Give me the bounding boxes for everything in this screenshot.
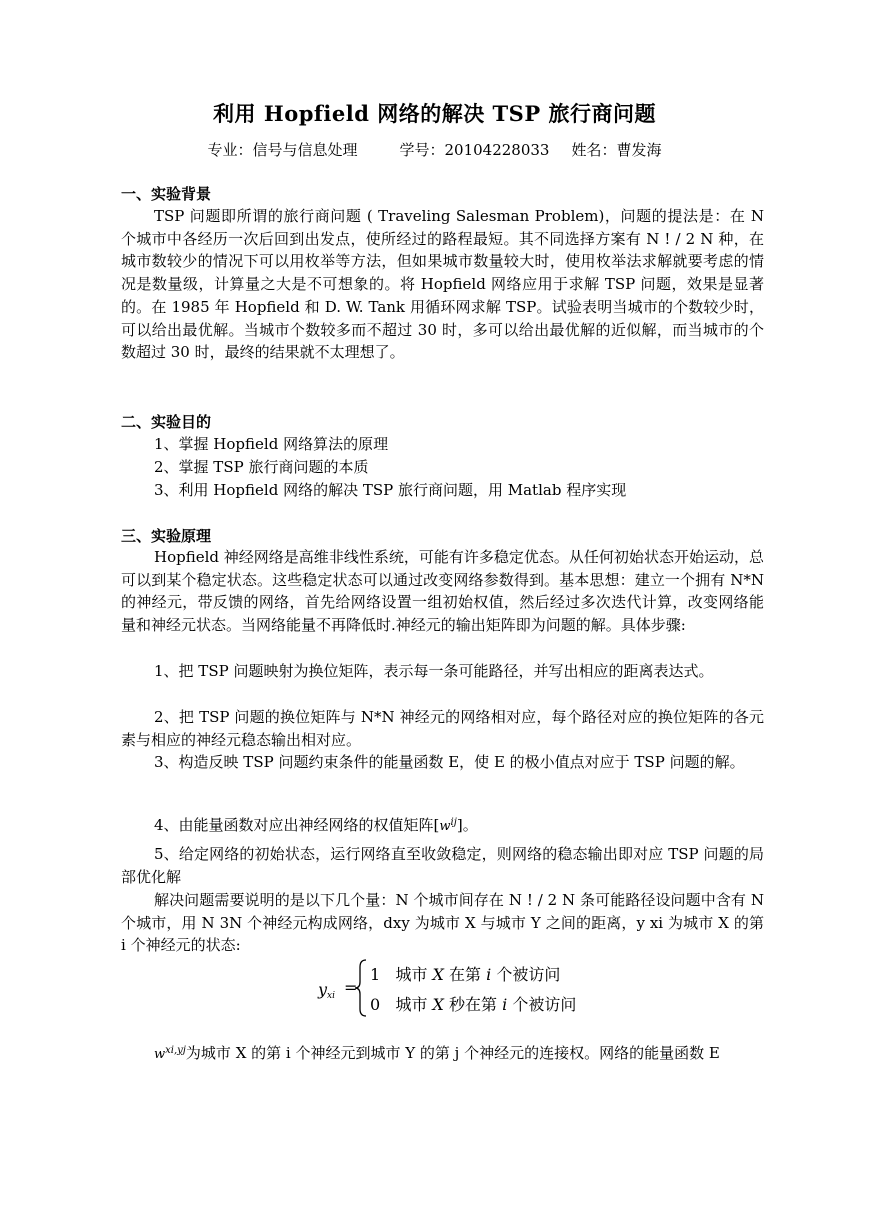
section-1-heading: 一、实验背景 — [121, 185, 212, 203]
objective-item-1: 1、掌握 Hopfield 网络算法的原理 — [154, 435, 389, 453]
section-1-paragraph: TSP 问题即所谓的旅行商问题 ( Traveling Salesman Problem)，问题的提法是：在 N 个城市中各经历一次后回到出发点，使所经过的路程最短。其不同选择方案有 N ! / 2 N 种，在城市数较少的情况下可以用枚举等方法，但如果城市数量较大时，使用枚举法求解就要考虑的情况是数量级，计算量之大是不可想象的。将 Hopfield 网络应用于求解 TSP 问题，效果是显著的。在 1985 年 Hopfield 和 D. W. Tank 用循环网求解 TSP。试验表明当城市的个数较少时，可以给出最优解。当城市个数较多而不超过 30 时，多可以给出最优解的近似解，而当城市的个数超过 30 时，最终的结果就不太理想了。 — [121, 207, 764, 362]
step-3: 3、构造反映 TSP 问题约束条件的能量函数 E，使 E 的极小值点对应于 TSP 问题的解。 — [154, 753, 745, 771]
connection-weight-text: 为城市 X 的第 i 个神经元到城市 Y 的第 j 个神经元的连接权。网络的能量函数 E — [185, 1044, 720, 1062]
section-3-paragraph-2: 解决问题需要说明的是以下几个量：N 个城市间存在 N ! / 2 N 条可能路径设问题中含有 N 个城市，用 N 3N 个神经元构成网络，dxy 为城市 X 与城市 Y 之间的距离，y xi 为城市 X 的第 i 个神经元的状态: — [121, 891, 764, 955]
step-2: 2、把 TSP 问题的换位矩阵与 N*N 神经元的网络相对应，每个路径对应的换位矩阵的各元素与相应的神经元稳态输出相对应。 — [121, 708, 764, 749]
section-2-heading: 二、实验目的 — [121, 413, 212, 431]
formula-case-1: 1 城市 X 在第 i 个被访问 — [370, 965, 561, 984]
brace-icon — [354, 958, 368, 1018]
weight-symbol: w — [439, 819, 451, 834]
formula-case-2: 0 城市 X 秒在第 i 个被访问 — [370, 995, 577, 1014]
step-4-close: ]。 — [456, 816, 478, 834]
section-3-heading: 三、实验原理 — [121, 527, 212, 545]
section-3-paragraph: Hopfield 神经网络是高维非线性系统，可能有许多稳定优态。从任何初始状态开始运动，总可以到某个稳定状态。这些稳定状态可以通过改变网络参数得到。基本思想：建立一个拥有 N*N 的神经元，带反馈的网络，首先给网络设置一组初始权值，然后经过多次迭代计算，改变网络能量和神经元状态。当网络能量不再降低时.神经元的输出矩阵即为问题的解。具体步骤: — [121, 548, 764, 635]
student-name-text: 姓名：曹发海 — [571, 141, 662, 159]
formula-lhs: yxi — [318, 980, 336, 1001]
objective-item-2: 2、掌握 TSP 旅行商问题的本质 — [154, 458, 369, 476]
step-4-text: 4、由能量函数对应出神经网络的权值矩阵[ — [154, 816, 440, 834]
section-3-paragraph-3 — [121, 1040, 764, 1067]
state-formula — [318, 958, 638, 1018]
weight-subscript: ij — [450, 817, 457, 828]
student-id-text: 学号：20104228033 — [399, 141, 550, 159]
formula-equals: = — [344, 978, 358, 997]
major-text: 专业：信号与信息处理 — [207, 141, 358, 159]
step-5: 5、给定网络的初始状态，运行网络直至收敛稳定，则网络的稳态输出即对应 TSP 问题的局部优化解 — [121, 845, 764, 886]
step-4 — [121, 812, 764, 839]
step-1: 1、把 TSP 问题映射为换位矩阵，表示每一条可能路径，并写出相应的距离表达式。 — [154, 662, 714, 680]
document-title: 利用 Hopfield 网络的解决 TSP 旅行商问题 — [213, 101, 656, 126]
author-meta — [0, 139, 869, 160]
objective-item-3: 3、利用 Hopfield 网络的解决 TSP 旅行商问题，用 Matlab 程序实现 — [154, 481, 627, 499]
connection-weight-symbol: w — [154, 1047, 166, 1062]
connection-weight-subscript: xi,yj — [165, 1045, 186, 1056]
